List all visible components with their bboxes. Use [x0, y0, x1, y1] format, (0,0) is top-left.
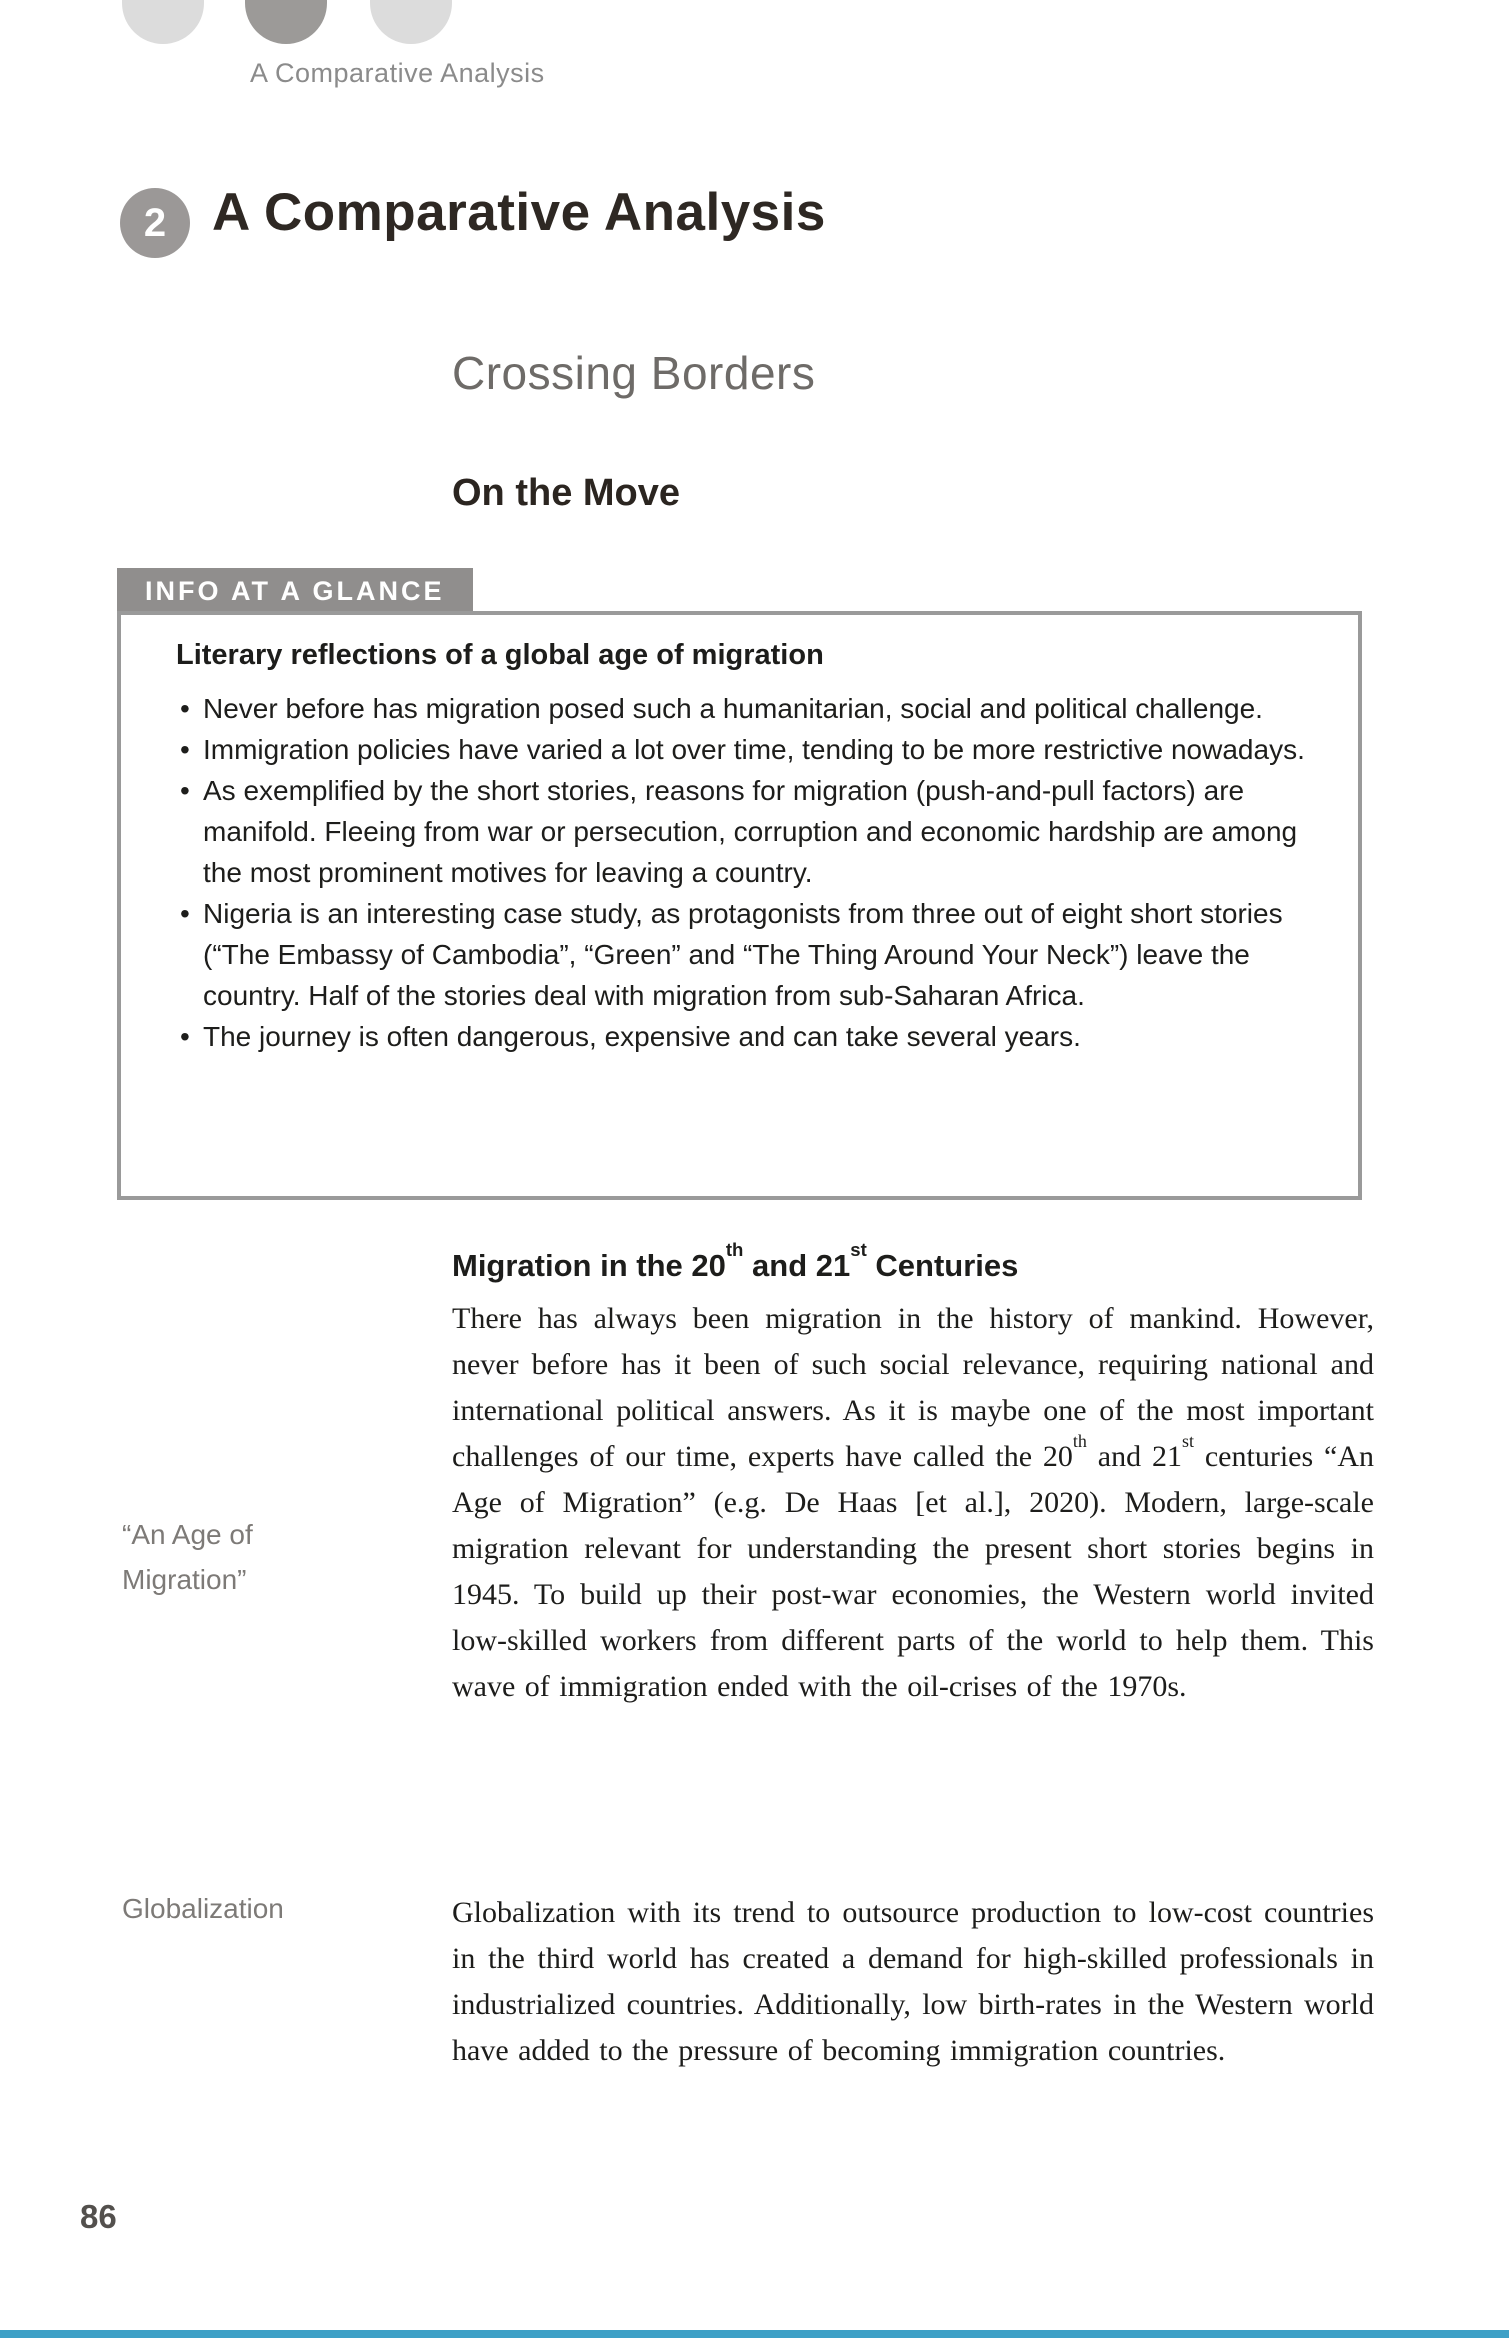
- info-box-title: Literary reflections of a global age of migration: [176, 639, 824, 671]
- info-box-tab-label: INFO AT A GLANCE: [145, 575, 445, 606]
- header-circle-icon: [245, 0, 327, 44]
- header-circle-icon: [370, 0, 452, 44]
- article-paragraph-1: There has always been migration in the history of mankind. However, never before has it been of such social relevance, requiring national and international political answers. As it is maybe one of the most important challenges of our time, experts have called the 20th and 21st centuries “An Age of Migration” (e.g. De Haas [et al.], 2020). Modern, large-scale migration relevant for understanding the present short stories begins in 1945. To build up their post-war economies, the Western world invited low-skilled workers from different parts of the world to help them. This wave of immigration ended with the oil-crises of the 1970s.: [452, 1302, 1375, 1703]
- info-bullet-item: • As exemplified by the short stories, reasons for migration (push-and-pull factors) are manifold. Fleeing from war or persecution, corruption and economic hardship are among the most prominent motives for leaving a country.: [176, 770, 1330, 893]
- chapter-number: 2: [143, 200, 167, 245]
- chapter-number-badge: [120, 188, 190, 258]
- article-heading: Migration in the 20th and 21st Centuries: [452, 1239, 1019, 1283]
- article-section-1: [452, 1239, 1375, 1710]
- subsection-title: On the Move: [452, 472, 681, 514]
- chapter-title: A Comparative Analysis: [212, 183, 826, 242]
- info-box-tab: [117, 568, 473, 614]
- info-bullet-list: [176, 688, 1330, 1057]
- info-bullet-item: • Nigeria is an interesting case study, as protagonists from three out of eight short stories (“The Embassy of Cambodia”, “Green” and “The Thing Around Your Neck”) leave the country. Half of the stories deal with migration from sub-Saharan Africa.: [176, 893, 1330, 1016]
- header-circle-icon: [122, 0, 204, 44]
- margin-label-globalization: Globalization: [122, 1893, 284, 1924]
- section-title: Crossing Borders: [452, 347, 816, 399]
- margin-label-an-age-of-migration: “An Age of Migration”: [122, 1519, 253, 1595]
- info-bullet-item: • Immigration policies have varied a lot over time, tending to be more restrictive nowadays.: [176, 729, 1330, 770]
- bottom-accent-bar: [0, 2330, 1509, 2338]
- info-box: [117, 611, 1362, 1200]
- article-paragraph-2: Globalization with its trend to outsource production to low-cost countries in the third world has created a demand for high-skilled professionals in industrialized countries. Additionally, low birth-rates in the Western world have added to the pressure of becoming immigration countries.: [452, 1896, 1374, 2067]
- info-bullet-item: • The journey is often dangerous, expensive and can take several years.: [176, 1016, 1330, 1057]
- info-bullet-item: • Never before has migration posed such a humanitarian, social and political challenge.: [176, 688, 1330, 729]
- running-header: A Comparative Analysis: [250, 58, 545, 88]
- page-number: 86: [80, 2198, 117, 2235]
- article-section-2: [452, 1890, 1374, 2074]
